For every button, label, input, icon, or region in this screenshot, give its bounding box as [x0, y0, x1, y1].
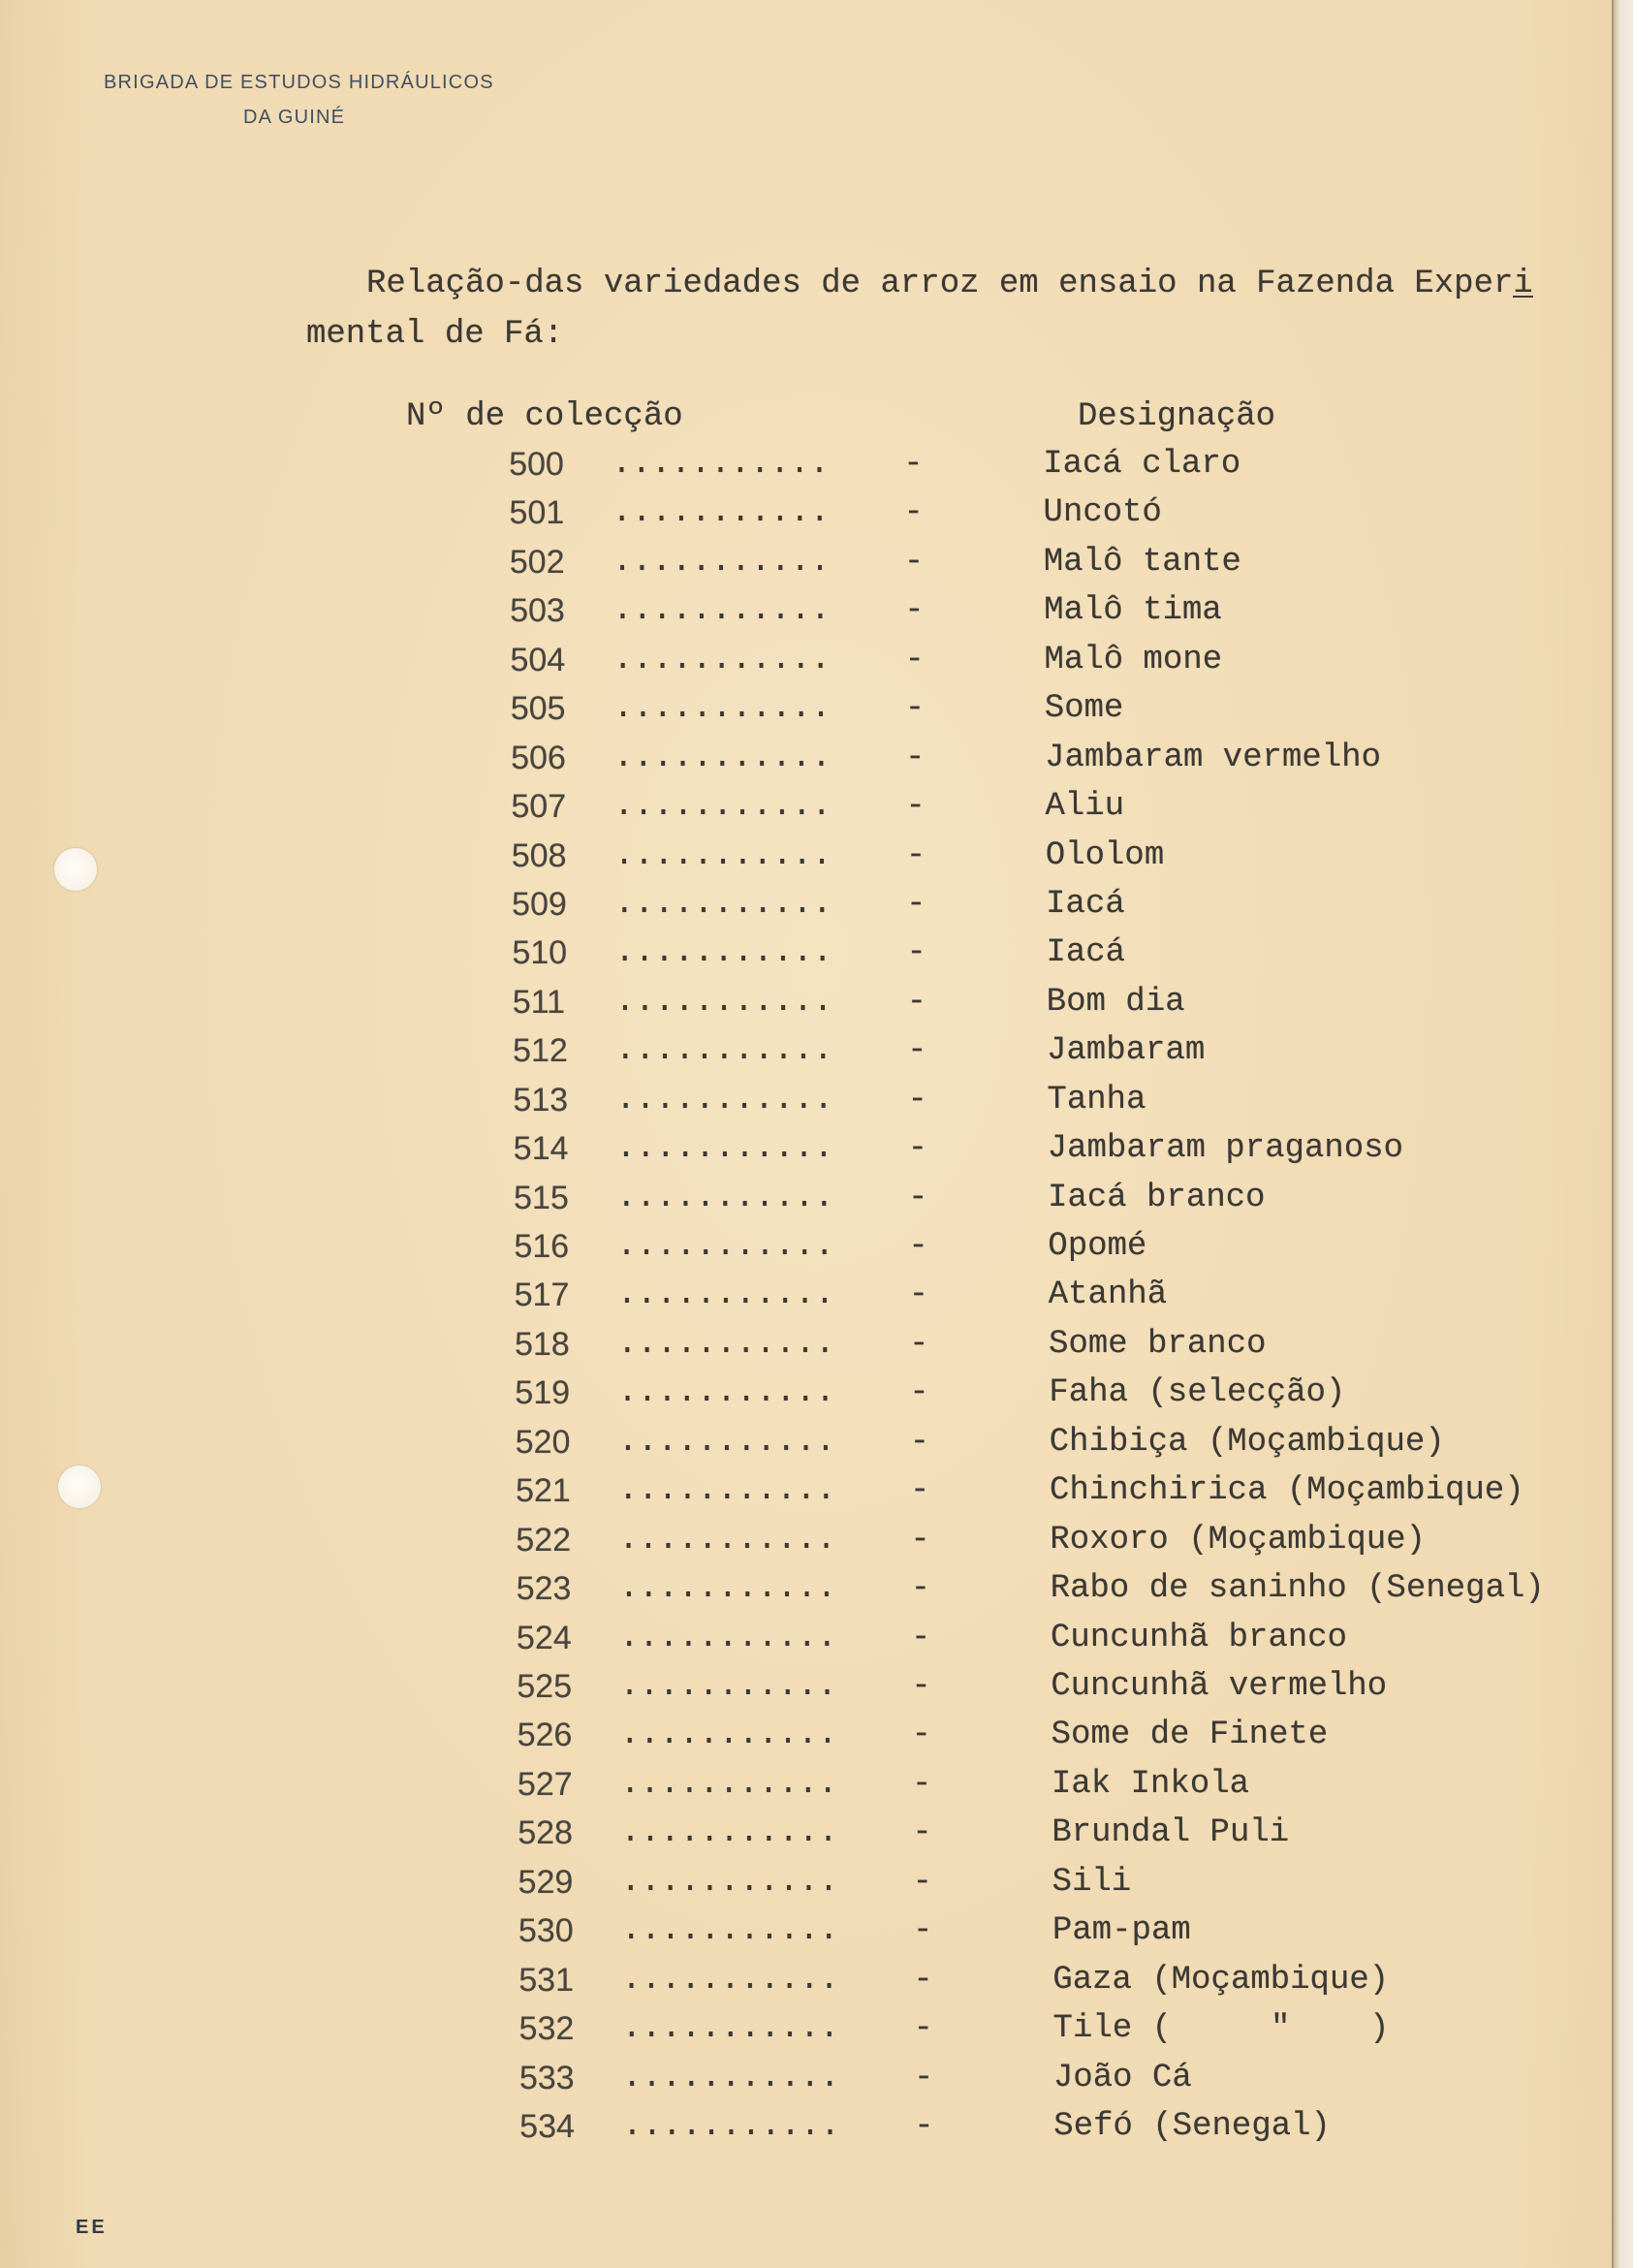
dot-leader: ...........	[619, 1717, 838, 1754]
dot-leader: ...........	[613, 885, 832, 923]
variety-row	[7, 1516, 1633, 1564]
variety-row	[7, 1418, 1633, 1466]
variety-name: Atanhã	[1048, 1276, 1168, 1314]
dot-leader: ...........	[617, 1423, 836, 1461]
dot-leader: ...........	[621, 2010, 840, 2048]
separator-dash: -	[909, 1472, 930, 1510]
footer-mark: EE	[76, 2217, 108, 2238]
dot-leader: ...........	[612, 446, 830, 483]
separator-dash: -	[904, 690, 926, 728]
variety-row	[3, 929, 1633, 977]
variety-name: Iacá claro	[1043, 446, 1241, 483]
separator-dash: -	[905, 788, 926, 826]
collection-number: 508	[511, 836, 567, 874]
collection-number: 512	[512, 1032, 568, 1070]
dot-leader: ...........	[615, 1179, 834, 1216]
variety-name: Chibiça (Moçambique)	[1049, 1423, 1445, 1461]
collection-number: 526	[517, 1717, 573, 1754]
variety-name: Iacá	[1045, 885, 1125, 923]
column-header-designation: Designação	[1078, 398, 1276, 435]
dot-leader: ...........	[614, 1032, 833, 1070]
collection-number: 528	[518, 1814, 574, 1852]
collection-number: 517	[514, 1276, 570, 1314]
separator-dash: -	[903, 543, 925, 581]
variety-name: Aliu	[1045, 788, 1125, 826]
separator-dash: -	[905, 885, 926, 923]
dot-leader: ...........	[613, 788, 832, 826]
variety-row	[10, 1906, 1633, 1955]
collection-number: 524	[516, 1619, 572, 1656]
variety-row	[1, 538, 1633, 586]
dot-leader: ...........	[617, 1374, 835, 1412]
collection-number: 513	[513, 1081, 569, 1118]
variety-row	[6, 1320, 1633, 1369]
variety-row	[8, 1614, 1633, 1662]
variety-list	[0, 440, 1633, 2165]
separator-dash: -	[911, 1717, 932, 1754]
separator-dash: -	[906, 1032, 927, 1070]
collection-number: 519	[515, 1374, 571, 1412]
collection-number: 530	[518, 1912, 574, 1950]
variety-row	[3, 832, 1633, 880]
dot-leader: ...........	[615, 1081, 833, 1118]
dot-leader: ...........	[616, 1276, 835, 1314]
variety-name: Chinchirica (Moçambique)	[1049, 1472, 1524, 1510]
letterhead-line-1: BRIGADA DE ESTUDOS HIDRÁULICOS	[104, 72, 494, 93]
collection-number: 505	[510, 690, 566, 728]
collection-number: 516	[514, 1228, 570, 1266]
dot-leader: ...........	[622, 2107, 840, 2145]
collection-number: 507	[511, 788, 567, 826]
variety-row	[5, 1124, 1633, 1173]
separator-dash: -	[911, 1668, 931, 1705]
variety-row	[2, 782, 1633, 831]
variety-row	[7, 1466, 1633, 1515]
dot-leader: ...........	[620, 1814, 838, 1852]
dot-leader: ...........	[612, 592, 831, 630]
collection-number: 514	[513, 1130, 569, 1168]
variety-row	[6, 1369, 1633, 1417]
separator-dash: -	[908, 1276, 929, 1314]
dot-leader: ...........	[614, 983, 833, 1021]
variety-name: Pam-pam	[1052, 1912, 1191, 1950]
collection-number: 523	[516, 1570, 572, 1608]
variety-name: Jambaram	[1046, 1032, 1206, 1070]
variety-row	[7, 1564, 1633, 1613]
intro-line-1: Relação-das variedades de arroz em ensaio na Fazenda Experi	[366, 260, 1533, 308]
collection-number: 510	[512, 934, 568, 972]
separator-dash: -	[913, 1961, 933, 1999]
variety-name: Tile ( " )	[1052, 2010, 1390, 2048]
separator-dash: -	[904, 592, 925, 630]
variety-row	[6, 1271, 1633, 1319]
separator-dash: -	[913, 2010, 934, 2048]
variety-name: Opomé	[1048, 1228, 1147, 1266]
letterhead-line-2: DA GUINÉ	[243, 107, 346, 128]
separator-dash: -	[907, 1179, 928, 1216]
dot-leader: ...........	[620, 1863, 839, 1901]
collection-number: 503	[510, 592, 565, 630]
variety-row	[1, 586, 1633, 635]
dot-leader: ...........	[618, 1521, 836, 1559]
separator-dash: -	[908, 1228, 928, 1266]
variety-name: Tanha	[1047, 1081, 1146, 1118]
variety-row	[0, 440, 1633, 488]
dot-leader: ...........	[619, 1765, 838, 1803]
column-header-number: Nº de colecção	[406, 398, 683, 435]
separator-dash: -	[904, 641, 925, 678]
dot-leader: ...........	[620, 1912, 839, 1950]
variety-name: Faha (selecção)	[1049, 1374, 1346, 1412]
variety-name: Gaza (Moçambique)	[1052, 1961, 1390, 1999]
variety-row	[2, 734, 1633, 782]
intro-line-2: mental de Fá:	[306, 316, 564, 353]
variety-name: Sefó (Senegal)	[1053, 2107, 1332, 2145]
collection-number: 533	[518, 2059, 575, 2096]
collection-number: 534	[519, 2107, 576, 2145]
variety-row	[3, 880, 1633, 929]
variety-name: João Cá	[1052, 2059, 1192, 2096]
dot-leader: ...........	[621, 1961, 839, 1999]
dot-leader: ...........	[618, 1619, 837, 1656]
variety-row	[4, 978, 1633, 1026]
separator-dash: -	[905, 836, 926, 874]
variety-row	[9, 1858, 1633, 1906]
collection-number: 502	[509, 543, 565, 581]
separator-dash: -	[913, 2059, 934, 2096]
variety-row	[0, 488, 1633, 537]
collection-number: 501	[509, 494, 565, 532]
collection-number: 531	[518, 1961, 575, 1999]
collection-number: 515	[513, 1179, 569, 1216]
variety-row	[5, 1174, 1633, 1222]
separator-dash: -	[907, 1081, 927, 1118]
collection-number: 527	[517, 1765, 573, 1803]
variety-name: Iacá branco	[1047, 1179, 1266, 1216]
collection-number: 522	[516, 1521, 572, 1559]
collection-number: 532	[518, 2010, 575, 2048]
collection-number: 509	[511, 885, 567, 923]
separator-dash: -	[910, 1521, 930, 1559]
variety-name: Roxoro (Moçambique)	[1050, 1521, 1427, 1559]
variety-name: Rabo de saninho (Senegal)	[1050, 1570, 1545, 1608]
collection-number: 518	[514, 1325, 570, 1363]
variety-name: Bom dia	[1046, 983, 1185, 1021]
dot-leader: ...........	[612, 641, 832, 678]
collection-number: 506	[510, 739, 566, 776]
variety-row	[4, 1026, 1633, 1075]
variety-row	[1, 636, 1633, 684]
collection-number: 504	[510, 641, 566, 678]
dot-leader: ...........	[612, 543, 831, 581]
separator-dash: -	[909, 1374, 929, 1412]
separator-dash: -	[908, 1325, 929, 1363]
dot-leader: ...........	[617, 1472, 836, 1510]
dot-leader: ...........	[613, 836, 832, 874]
variety-row	[10, 2004, 1633, 2053]
dot-leader: ...........	[614, 934, 832, 972]
separator-dash: -	[903, 494, 925, 532]
variety-row	[2, 684, 1633, 733]
separator-dash: -	[914, 2107, 934, 2145]
dot-leader: ...........	[615, 1130, 834, 1168]
variety-name: Sili	[1052, 1863, 1132, 1901]
variety-name: Uncotó	[1043, 494, 1163, 532]
variety-row	[11, 2102, 1633, 2151]
variety-row	[8, 1662, 1633, 1711]
dot-leader: ...........	[621, 2059, 840, 2096]
separator-dash: -	[903, 446, 924, 483]
variety-name: Jambaram vermelho	[1044, 739, 1382, 776]
variety-row	[11, 2054, 1633, 2102]
separator-dash: -	[912, 1814, 932, 1852]
dot-leader: ...........	[616, 1228, 834, 1266]
separator-dash: -	[909, 1423, 930, 1461]
variety-name: Some de Finete	[1051, 1717, 1329, 1754]
dot-leader: ...........	[612, 690, 832, 728]
separator-dash: -	[907, 1130, 928, 1168]
separator-dash: -	[906, 934, 926, 972]
variety-name: Cuncunhã branco	[1050, 1619, 1348, 1656]
variety-row	[9, 1809, 1633, 1857]
dot-leader: ...........	[612, 494, 831, 532]
variety-name: Jambaram praganoso	[1047, 1130, 1404, 1168]
dot-leader: ...........	[612, 739, 832, 776]
variety-name: Ololom	[1045, 836, 1165, 874]
collection-number: 500	[509, 446, 565, 483]
variety-name: Malô tante	[1043, 543, 1241, 581]
variety-name: Cuncunhã vermelho	[1051, 1668, 1388, 1705]
variety-row	[4, 1076, 1633, 1124]
variety-row	[9, 1760, 1633, 1809]
variety-row	[8, 1711, 1633, 1759]
separator-dash: -	[910, 1570, 931, 1608]
variety-row	[10, 1956, 1633, 2004]
separator-dash: -	[906, 983, 927, 1021]
variety-name: Some	[1044, 690, 1124, 728]
separator-dash: -	[904, 739, 926, 776]
separator-dash: -	[911, 1765, 932, 1803]
variety-name: Brundal Puli	[1052, 1814, 1290, 1852]
collection-number: 525	[517, 1668, 573, 1705]
separator-dash: -	[912, 1863, 933, 1901]
dot-leader: ...........	[619, 1668, 837, 1705]
collection-number: 520	[515, 1423, 571, 1461]
separator-dash: -	[910, 1619, 931, 1656]
collection-number: 529	[518, 1863, 574, 1901]
collection-number: 521	[515, 1472, 571, 1510]
dot-leader: ...........	[616, 1325, 835, 1363]
variety-name: Iacá	[1046, 934, 1126, 972]
dot-leader: ...........	[618, 1570, 837, 1608]
variety-row	[5, 1222, 1633, 1271]
variety-name: Malô tima	[1044, 592, 1222, 630]
separator-dash: -	[912, 1912, 933, 1950]
collection-number: 511	[512, 983, 566, 1021]
variety-name: Iak Inkola	[1051, 1765, 1250, 1803]
variety-name: Malô mone	[1044, 641, 1223, 678]
variety-name: Some branco	[1048, 1325, 1267, 1363]
